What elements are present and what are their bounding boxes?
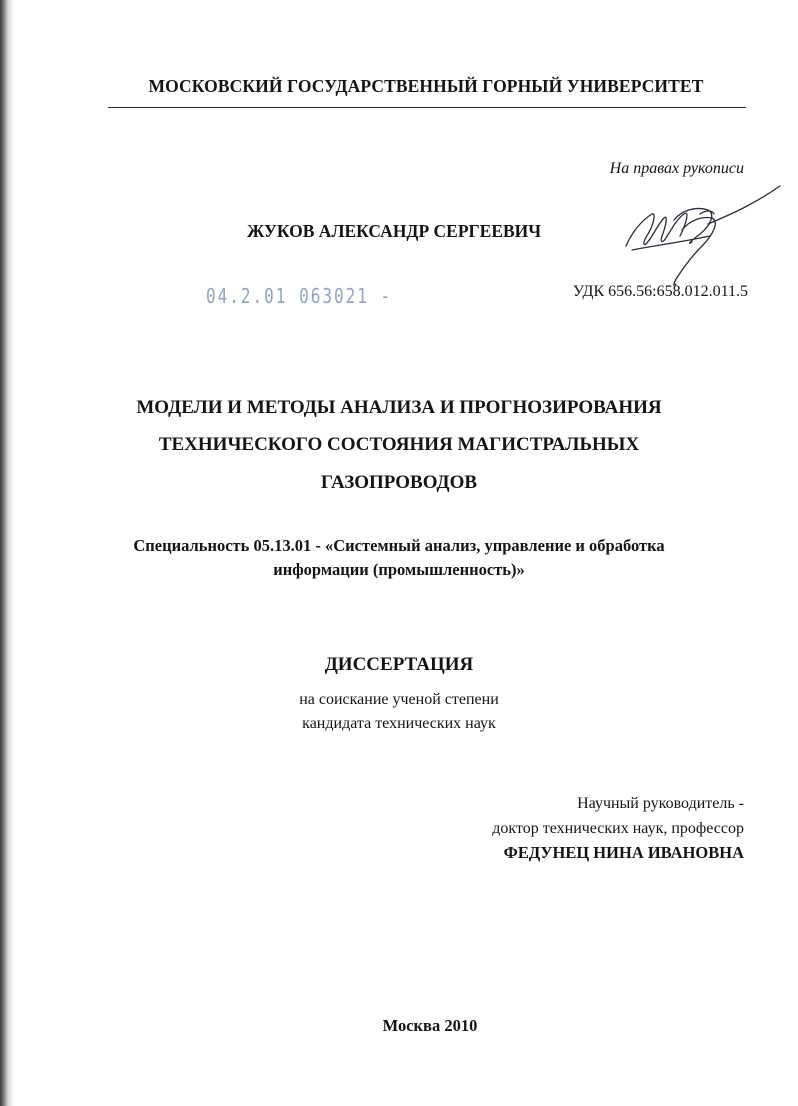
dissertation-title-line: ГАЗОПРОВОДОВ — [320, 472, 478, 493]
supervisor-role: Научный руководитель - — [577, 795, 744, 812]
dissertation-title-line: ТЕХНИЧЕСКОГО СОСТОЯНИЯ МАГИСТРАЛЬНЫХ — [158, 434, 640, 455]
dissertation-title-line: МОДЕЛИ И МЕТОДЫ АНАЛИЗА И ПРОГНОЗИРОВАНИЯ — [136, 397, 662, 418]
header-rule — [108, 107, 746, 108]
supervisor-degree: доктор технических наук, профессор — [492, 820, 744, 837]
document-type-heading: ДИССЕРТАЦИЯ — [324, 654, 474, 675]
degree-purpose-line: кандидата технических наук — [302, 715, 496, 732]
author-name: ЖУКОВ АЛЕКСАНДР СЕРГЕЕВИЧ — [247, 221, 542, 241]
place-and-year: Москва 2010 — [382, 1016, 478, 1035]
degree-purpose-line: на соискание ученой степени — [299, 691, 499, 708]
university-name: МОСКОВСКИЙ ГОСУДАРСТВЕННЫЙ ГОРНЫЙ УНИВЕРСИТЕТ — [148, 76, 704, 96]
udk-code: УДК 656.56:658.012.011.5 — [572, 283, 748, 300]
supervisor-name: ФЕДУНЕЦ НИНА ИВАНОВНА — [503, 843, 744, 862]
registration-stamp: 04.2.01 063021 - — [206, 284, 393, 308]
specialty-line: информации (промышленность)» — [273, 560, 525, 579]
author-signature — [612, 180, 782, 300]
manuscript-note: На правах рукописи — [609, 160, 744, 177]
specialty-line: Специальность 05.13.01 - «Системный анализ, управление и обработка — [133, 536, 665, 555]
